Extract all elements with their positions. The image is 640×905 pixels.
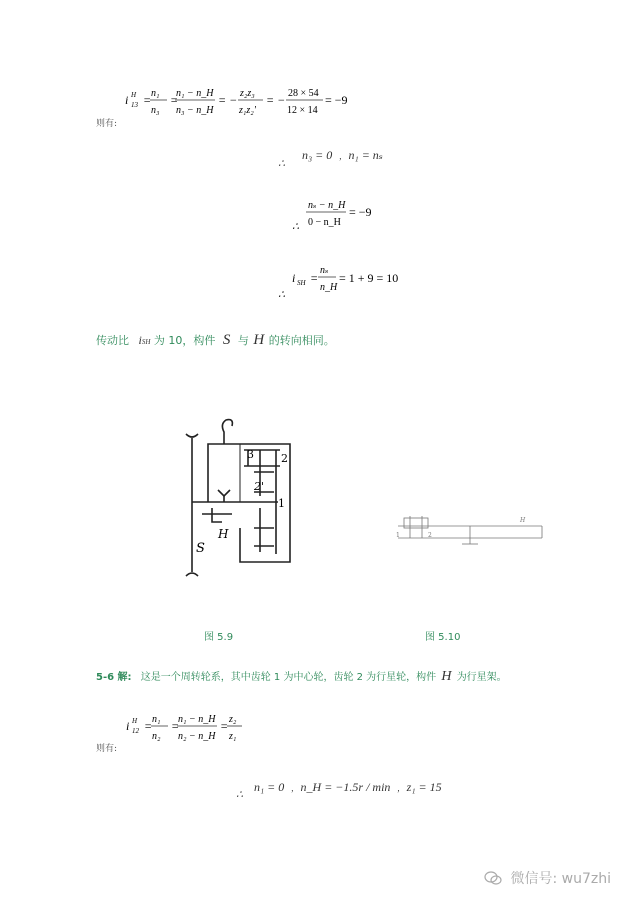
eq5-lhs-sub: 12 [132, 727, 139, 735]
eq3-therefore: ∴ [292, 221, 299, 233]
eq6-c: z₁ = 15 [406, 780, 442, 794]
svg-text:=: = [220, 719, 229, 733]
eq1-lhs-sup: H [131, 91, 137, 99]
eq5-lhs-sup: H [132, 717, 138, 725]
wechat-icon [484, 871, 502, 885]
fig510-caption: 图 5.10 [425, 632, 461, 643]
eq1-frac3-num: z₂z₃ [240, 88, 255, 99]
eq5-frac3-den: z₁ [229, 731, 237, 742]
svg-text:=: = [170, 93, 179, 107]
eq4-den: n_H [320, 282, 338, 293]
fig510-label-2: 2 [428, 532, 432, 539]
fig59-label-1: 1 [278, 497, 285, 510]
eq1-frac2-num: n₁ − n_H [176, 88, 214, 99]
svg-text:=: = [144, 719, 153, 733]
eq2-sep: , [339, 151, 342, 161]
eq4-num: nₛ [320, 265, 329, 276]
equation-4 [276, 262, 416, 304]
fig510-label-1: 1 [396, 532, 400, 539]
figure-5-10 [392, 508, 546, 548]
para2-head: 5-6 解: [96, 672, 132, 683]
equation-5 [124, 706, 254, 750]
para1-mid2: 与 [237, 334, 249, 347]
eq1-frac2-den: n₃ − n_H [176, 105, 214, 116]
eq4-therefore: ∴ [278, 289, 285, 301]
para1-S: S [222, 332, 231, 348]
eq1-lhs-sub: 13 [131, 101, 138, 109]
paragraph-5-6 [96, 668, 507, 685]
eq2-left: n₃ = 0 [302, 148, 333, 162]
para2-text2: 为行星架。 [456, 672, 507, 683]
equation-6: ∴ n₁ = 0 , n_H = −1.5r / min , z₁ = 15 [236, 780, 442, 801]
equation-3-svg [290, 196, 410, 236]
svg-text:= −: = − [266, 93, 286, 107]
eq5-label: 则有: [96, 744, 118, 754]
equation-4-svg [276, 262, 416, 304]
para2-H: H [441, 669, 452, 684]
para2-text1: 这是一个周转轮系，其中齿轮 1 为中心轮，齿轮 2 为行星轮，构件 [140, 672, 437, 683]
fig59-caption: 图 5.9 [204, 632, 234, 643]
svg-text:=: = [171, 719, 180, 733]
fig510-label-H: H [520, 517, 526, 524]
eq4-lhs: i [292, 271, 296, 285]
paragraph-ratio [96, 332, 335, 349]
eq3-result: = −9 [349, 205, 372, 219]
svg-text:=: = [310, 271, 319, 285]
svg-text:= −: = − [218, 93, 238, 107]
eq5-frac2-num: n₁ − n_H [178, 714, 216, 725]
watermark-text: 微信号: wu7zhi [510, 871, 611, 887]
eq5-lhs: i [126, 719, 130, 733]
watermark [484, 868, 611, 888]
eq2-right: n₁ = nₛ [348, 148, 383, 162]
para1-sym-sub: SH [141, 338, 151, 346]
eq1-frac4-num: 28 × 54 [288, 88, 319, 99]
eq4-lhs-sub: SH [297, 279, 306, 287]
fig59-label-H: H [218, 527, 229, 541]
fig59-label-S: S [196, 541, 205, 556]
para1-prefix: 传动比 [96, 334, 129, 347]
equation-1-svg [123, 78, 353, 126]
eq1-result: = −9 [325, 93, 348, 107]
eq1-frac1-den: n₃ [151, 105, 160, 116]
svg-text:=: = [143, 93, 152, 107]
fig59-label-3: 3 [247, 448, 254, 461]
eq5-frac2-den: n₂ − n_H [178, 731, 216, 742]
eq1-frac3-den: z₁z₂' [239, 105, 256, 116]
fig59-label-2p: 2' [254, 480, 265, 493]
eq1-lhs: i [125, 93, 129, 107]
eq6-therefore: ∴ [236, 789, 243, 801]
equation-3 [290, 196, 410, 236]
eq5-frac1-num: n₁ [152, 714, 161, 725]
eq5-frac1-den: n₂ [152, 731, 161, 742]
equation-5-svg [124, 706, 254, 750]
equation-1 [123, 78, 353, 126]
para1-suffix: 的转向相同。 [268, 334, 335, 347]
eq3-den: 0 − n_H [308, 217, 341, 228]
para1-mid1: 为 10，构件 [153, 334, 216, 347]
eq1-label: 则有: [96, 119, 118, 129]
para1-sym: i [138, 333, 142, 347]
eq3-num: nₛ − n_H [308, 200, 346, 211]
eq5-frac3-num: z₂ [229, 714, 237, 725]
eq1-frac1-num: n₁ [151, 88, 160, 99]
eq6-b: n_H = −1.5r / min [300, 780, 391, 794]
fig59-label-2: 2 [281, 452, 288, 465]
eq2-therefore: ∴ [278, 158, 285, 170]
eq1-frac4-den: 12 × 14 [287, 105, 318, 116]
eq4-result: = 1 + 9 = 10 [339, 271, 399, 285]
eq6-a: n₁ = 0 [254, 780, 285, 794]
equation-2 [278, 148, 383, 170]
figure-5-9 [178, 410, 298, 580]
para1-H: H [253, 332, 265, 348]
